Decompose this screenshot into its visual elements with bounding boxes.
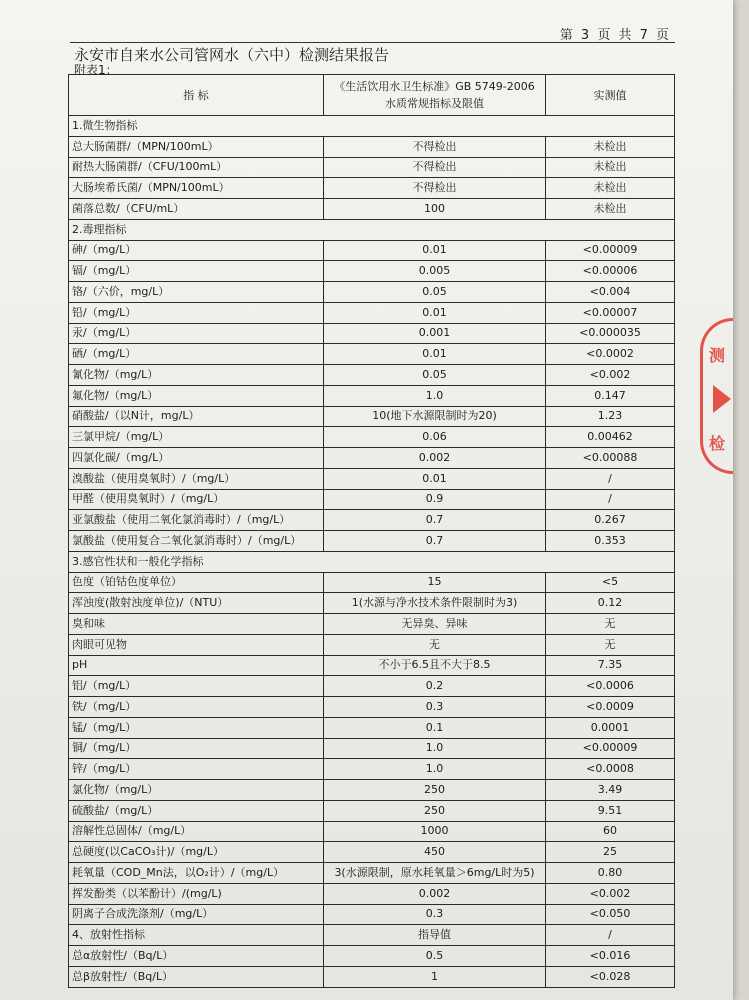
table-row [69,676,675,697]
table-row [69,157,675,178]
table-row [69,510,675,531]
standard-cell: 0.2 [324,676,546,697]
table-header-row [69,75,675,116]
indicator-cell: pH [69,655,324,676]
indicator-cell: 硒/（mg/L） [69,344,324,365]
standard-cell: 不得检出 [324,136,546,157]
indicator-cell: 铬/（六价，mg/L） [69,282,324,303]
header-standard-line2: 水质常规指标及限值 [385,97,484,110]
measured-cell: 0.267 [546,510,675,531]
measured-cell: <0.00009 [546,240,675,261]
red-seal-stamp [700,318,733,474]
standard-cell: 0.3 [324,697,546,718]
measured-cell: <0.0009 [546,697,675,718]
standard-cell: 0.7 [324,510,546,531]
standard-cell: 0.05 [324,365,546,386]
table-row [69,344,675,365]
measured-cell: <0.0008 [546,759,675,780]
measured-cell: 0.0001 [546,717,675,738]
table-row [69,240,675,261]
standard-cell: 0.002 [324,883,546,904]
standard-cell: 0.05 [324,282,546,303]
indicator-cell: 锰/（mg/L） [69,717,324,738]
indicator-cell: 总硬度(以CaCO₃计)/（mg/L） [69,842,324,863]
standard-cell: 0.06 [324,427,546,448]
indicator-cell: 大肠埃希氏菌/（MPN/100mL） [69,178,324,199]
measured-cell: 未检出 [546,136,675,157]
table-row [69,925,675,946]
indicator-cell: 铜/（mg/L） [69,738,324,759]
measured-cell: <0.002 [546,365,675,386]
standard-cell: 0.3 [324,904,546,925]
header-standard [324,75,546,116]
header-rule [70,42,675,43]
measured-cell: 0.12 [546,593,675,614]
standard-cell: 0.5 [324,946,546,967]
table-row [69,406,675,427]
measured-cell: <0.00088 [546,448,675,469]
measured-cell: <0.004 [546,282,675,303]
table-row [69,738,675,759]
measured-cell: <0.000035 [546,323,675,344]
indicator-cell: 4、放射性指标 [69,925,324,946]
table-row [69,863,675,884]
section-title: 1.微生物指标 [69,116,675,137]
table-row [69,468,675,489]
indicator-cell: 铝/（mg/L） [69,676,324,697]
table-row [69,800,675,821]
standard-cell: 不得检出 [324,178,546,199]
indicator-cell: 铁/（mg/L） [69,697,324,718]
measured-cell: 25 [546,842,675,863]
standard-cell: 1.0 [324,759,546,780]
measured-cell: / [546,925,675,946]
table-row [69,261,675,282]
measured-cell: <0.0006 [546,676,675,697]
standard-cell: 15 [324,572,546,593]
measured-cell: 0.147 [546,385,675,406]
table-row [69,614,675,635]
measured-cell: 9.51 [546,800,675,821]
table-row [69,883,675,904]
indicator-cell: 总β放射性/（Bq/L） [69,966,324,987]
measured-cell: <0.028 [546,966,675,987]
table-row [69,697,675,718]
measured-cell: <0.016 [546,946,675,967]
indicator-cell: 铅/（mg/L） [69,302,324,323]
header-standard-line1: 《生活饮用水卫生标准》GB 5749-2006 [334,80,535,93]
table-row [69,904,675,925]
table-row [69,282,675,303]
section-row [69,116,675,137]
table-row [69,842,675,863]
report-title: 永安市自来水公司管网水（六中）检测结果报告 [74,46,390,64]
measured-cell: <0.0002 [546,344,675,365]
standard-cell: 1.0 [324,738,546,759]
standard-cell: 0.001 [324,323,546,344]
standard-cell: 250 [324,800,546,821]
table-row [69,655,675,676]
table-row [69,759,675,780]
measured-cell: 0.353 [546,531,675,552]
table-row [69,572,675,593]
measured-cell: <0.00006 [546,261,675,282]
header-measured: 实测值 [546,75,675,116]
measured-cell: <5 [546,572,675,593]
table-row [69,717,675,738]
header-indicator: 指 标 [69,75,324,116]
measured-cell: 未检出 [546,199,675,220]
measured-cell: 无 [546,614,675,635]
standard-cell: 450 [324,842,546,863]
measured-cell: 1.23 [546,406,675,427]
standard-cell: 0.01 [324,468,546,489]
table-row [69,593,675,614]
measured-cell: 未检出 [546,178,675,199]
table-row [69,489,675,510]
table-row [69,323,675,344]
section-title: 3.感官性状和一般化学指标 [69,551,675,572]
table-row [69,780,675,801]
standard-cell: 100 [324,199,546,220]
table-row [69,136,675,157]
standard-cell: 无异臭、异味 [324,614,546,635]
indicator-cell: 色度（铂钴色度单位） [69,572,324,593]
indicator-cell: 溶解性总固体/（mg/L） [69,821,324,842]
indicator-cell: 溴酸盐（使用臭氧时）/（mg/L） [69,468,324,489]
table-row [69,365,675,386]
standard-cell: 不得检出 [324,157,546,178]
indicator-cell: 耐热大肠菌群/（CFU/100mL） [69,157,324,178]
indicator-cell: 氟化物/（mg/L） [69,385,324,406]
indicator-cell: 三氯甲烷/（mg/L） [69,427,324,448]
table-row [69,302,675,323]
measured-cell: <0.00009 [546,738,675,759]
table-row [69,178,675,199]
table-row [69,385,675,406]
section-title: 2.毒理指标 [69,219,675,240]
indicator-cell: 肉眼可见物 [69,634,324,655]
standard-cell: 0.005 [324,261,546,282]
table-row [69,966,675,987]
standard-cell: 3(水源限制，原水耗氧量＞6mg/L时为5) [324,863,546,884]
indicator-cell: 四氯化碳/（mg/L） [69,448,324,469]
measured-cell: 无 [546,634,675,655]
indicator-cell: 总大肠菌群/（MPN/100mL） [69,136,324,157]
section-row [69,551,675,572]
indicator-cell: 氰化物/（mg/L） [69,365,324,386]
table-row [69,634,675,655]
table-row [69,821,675,842]
indicator-cell: 臭和味 [69,614,324,635]
indicator-cell: 氯化物/（mg/L） [69,780,324,801]
indicator-cell: 氯酸盐（使用复合二氧化氯消毒时）/（mg/L） [69,531,324,552]
measured-cell: <0.00007 [546,302,675,323]
measured-cell: <0.002 [546,883,675,904]
section-row [69,219,675,240]
indicator-cell: 阴离子合成洗涤剂/（mg/L） [69,904,324,925]
indicator-cell: 浑浊度(散射浊度单位)/（NTU） [69,593,324,614]
table-row [69,448,675,469]
standard-cell: 0.1 [324,717,546,738]
indicator-cell: 汞/（mg/L） [69,323,324,344]
measured-cell: 3.49 [546,780,675,801]
results-table [68,74,675,988]
measured-cell: / [546,468,675,489]
standard-cell: 1.0 [324,385,546,406]
table-row [69,199,675,220]
standard-cell: 1(水源与净水技术条件限制时为3) [324,593,546,614]
standard-cell: 0.7 [324,531,546,552]
measured-cell: 未检出 [546,157,675,178]
indicator-cell: 耗氧量（COD_Mn法，以O₂计）/（mg/L） [69,863,324,884]
indicator-cell: 硫酸盐/（mg/L） [69,800,324,821]
stamp-text-bottom: 检 [709,434,726,453]
indicator-cell: 总α放射性/（Bq/L） [69,946,324,967]
table-row [69,531,675,552]
indicator-cell: 砷/（mg/L） [69,240,324,261]
table-row [69,427,675,448]
standard-cell: 0.9 [324,489,546,510]
standard-cell: 0.01 [324,240,546,261]
page-number: 第 3 页 共 7 页 [559,28,671,43]
standard-cell: 不小于6.5且不大于8.5 [324,655,546,676]
indicator-cell: 甲醛（使用臭氧时）/（mg/L） [69,489,324,510]
indicator-cell: 菌落总数/（CFU/mL） [69,199,324,220]
measured-cell: / [546,489,675,510]
indicator-cell: 亚氯酸盐（使用二氧化氯消毒时）/（mg/L） [69,510,324,531]
standard-cell: 无 [324,634,546,655]
standard-cell: 1 [324,966,546,987]
standard-cell: 0.01 [324,344,546,365]
stamp-arrow-icon [713,385,731,413]
measured-cell: 0.00462 [546,427,675,448]
stamp-text-top: 测 [709,346,726,365]
indicator-cell: 挥发酚类（以苯酚计）/(mg/L) [69,883,324,904]
standard-cell: 指导值 [324,925,546,946]
indicator-cell: 锌/（mg/L） [69,759,324,780]
measured-cell: <0.050 [546,904,675,925]
standard-cell: 10(地下水源限制时为20) [324,406,546,427]
measured-cell: 60 [546,821,675,842]
standard-cell: 250 [324,780,546,801]
standard-cell: 1000 [324,821,546,842]
standard-cell: 0.002 [324,448,546,469]
indicator-cell: 镉/（mg/L） [69,261,324,282]
table-row [69,946,675,967]
measured-cell: 7.35 [546,655,675,676]
appendix-label: 附表1： [74,63,118,77]
indicator-cell: 硝酸盐/（以N计，mg/L） [69,406,324,427]
measured-cell: 0.80 [546,863,675,884]
standard-cell: 0.01 [324,302,546,323]
